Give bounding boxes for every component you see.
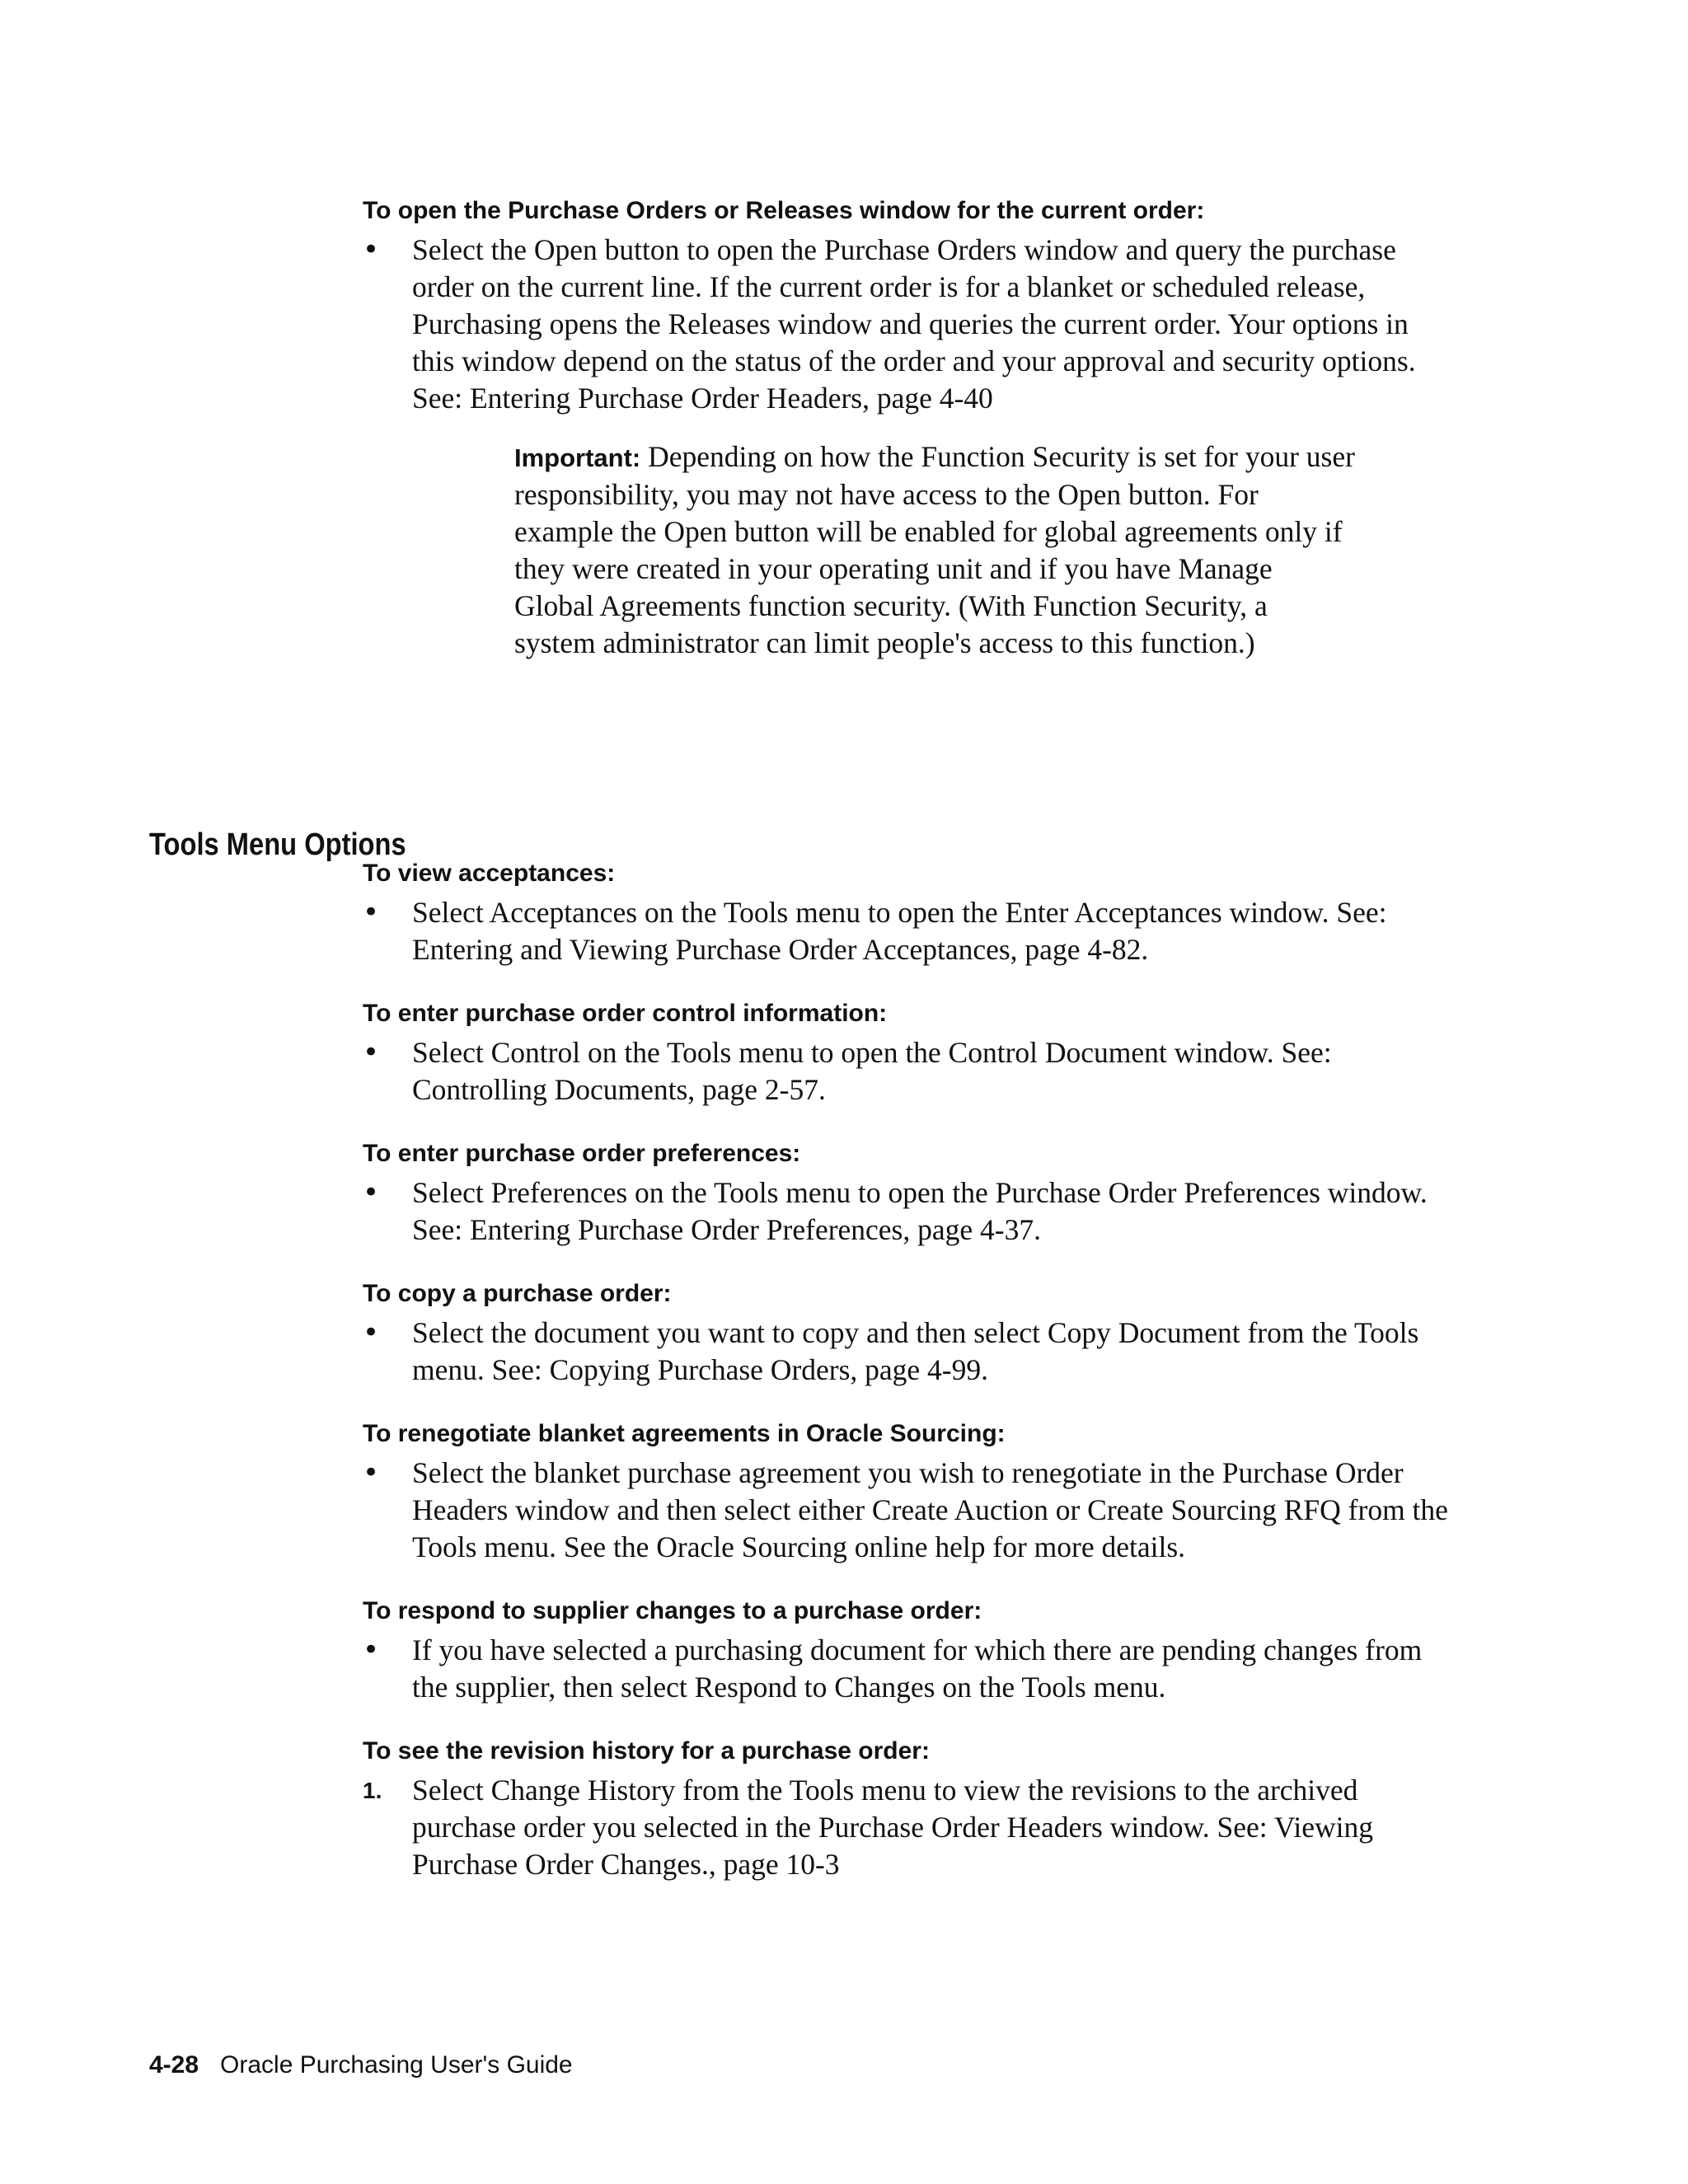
list-item-text: Select the document you want to copy and then select Copy Document from the Tools menu. See: Copying Purchase Orders, page 4-99.	[412, 1316, 1419, 1386]
list-item-text: Select the Open button to open the Purchase Orders window and query the purchase order on the current line. If the current order is for a blanket or scheduled release, Purchasing opens the Releases window and queries the current order. Your options in this window depend on the status of the order and your approval and security options. See: Entering Purchase Order Headers, page 4-40	[412, 233, 1416, 415]
procedure-heading-acceptances: To view acceptances:	[363, 860, 616, 887]
bullet-marker: •	[363, 1176, 380, 1209]
list-item-control	[363, 1034, 1451, 1108]
list-item-renegotiate	[363, 1455, 1451, 1566]
procedure-heading-open-window: To open the Purchase Orders or Releases window for the current order:	[363, 197, 1205, 224]
procedure-heading-revision-history: To see the revision history for a purchase order:	[363, 1737, 930, 1765]
list-item-text: Select Acceptances on the Tools menu to open the Enter Acceptances window. See: Entering and Viewing Purchase Order Acceptances, page 4-82.	[412, 896, 1387, 966]
bullet-marker: •	[363, 1456, 380, 1489]
procedure-heading-respond: To respond to supplier changes to a purchase order:	[363, 1597, 982, 1624]
bullet-marker: •	[363, 1633, 380, 1666]
list-item-preferences	[363, 1174, 1451, 1249]
list-item-open-window	[363, 232, 1451, 417]
procedure-heading-renegotiate: To renegotiate blanket agreements in Oracle Sourcing:	[363, 1420, 1006, 1447]
list-item-text: Select Preferences on the Tools menu to open the Purchase Order Preferences window. See: Entering Purchase Order Preferences, page 4-37.	[412, 1176, 1428, 1246]
bullet-marker: •	[363, 1316, 380, 1349]
step-number: 1.	[363, 1778, 382, 1803]
page-number: 4-28	[149, 2051, 199, 2079]
list-item-revision-history	[363, 1772, 1451, 1883]
important-note	[514, 438, 1355, 662]
note-label: Important:	[514, 443, 641, 472]
section-title: Tools Menu Options	[149, 827, 406, 862]
list-item-acceptances	[363, 894, 1451, 968]
procedure-heading-preferences: To enter purchase order preferences:	[363, 1140, 801, 1167]
list-item-copy	[363, 1315, 1451, 1389]
list-item-text: Select the blanket purchase agreement you wish to renegotiate in the Purchase Order Headers window and then select either Create Auction or Create Sourcing RFQ from the Tools menu. See the Oracle Sourcing online help for more details.	[412, 1456, 1448, 1563]
page-footer	[149, 2049, 573, 2082]
bullet-marker: •	[363, 233, 380, 266]
book-title: Oracle Purchasing User's Guide	[220, 2051, 573, 2079]
list-item-text: If you have selected a purchasing document for which there are pending changes from the supplier, then select Respond to Changes on the Tools menu.	[412, 1633, 1423, 1704]
list-item-text: Select Control on the Tools menu to open the Control Document window. See: Controlling Documents, page 2-57.	[412, 1036, 1332, 1106]
procedure-heading-copy: To copy a purchase order:	[363, 1280, 672, 1307]
procedure-heading-control: To enter purchase order control information:	[363, 1000, 888, 1027]
bullet-marker: •	[363, 896, 380, 929]
bullet-marker: •	[363, 1036, 380, 1069]
list-item-text: Select Change History from the Tools menu to view the revisions to the archived purchase order you selected in the Purchase Order Headers window. See: Viewing Purchase Order Changes., page 10-3	[412, 1774, 1374, 1881]
list-item-respond	[363, 1632, 1451, 1706]
note-text: Depending on how the Function Security is set for your user responsibility, you may not have access to the Open button. For example the Open button will be enabled for global agreements only if they were created in your operating unit and if you have Manage Global Agreements function security. (With Function Security, a system administrator can limit people's access to this function.)	[514, 440, 1355, 659]
